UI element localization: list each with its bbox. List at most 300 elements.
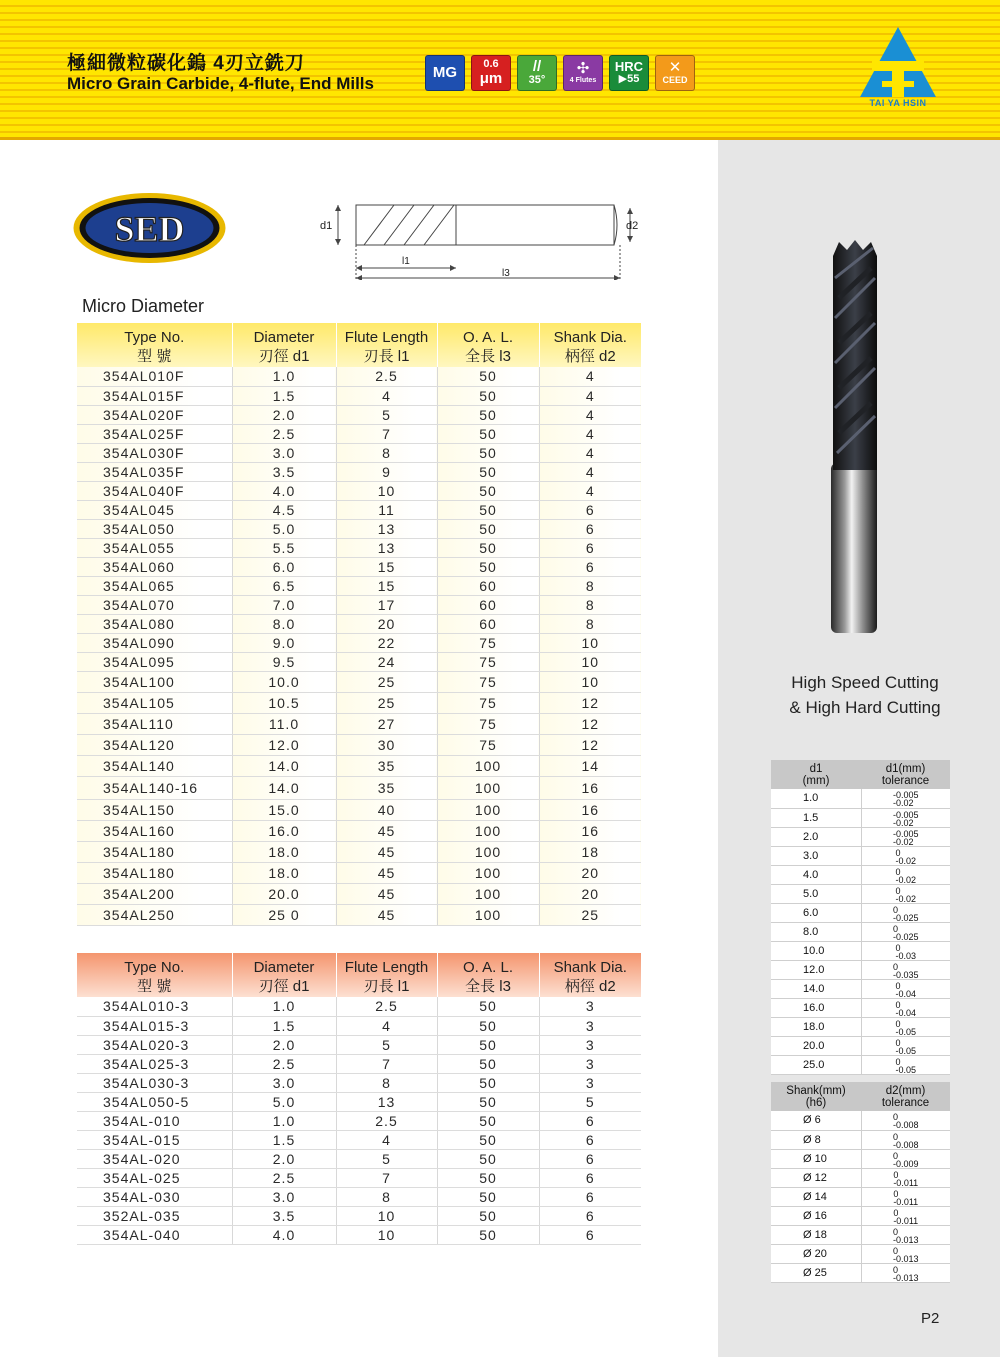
tolerance-size: Ø 10 (771, 1149, 861, 1168)
cell-flute-length: 35 (336, 755, 437, 776)
tolerance-size: Ø 14 (771, 1187, 861, 1206)
cell-type-no: 354AL070 (77, 595, 232, 614)
cell-oal: 75 (437, 692, 539, 713)
tolerance-lower: -0.008 (892, 1139, 919, 1150)
tolerance-value (861, 827, 950, 846)
cell-flute-length: 11 (336, 500, 437, 519)
cell-flute-length: 25 (336, 692, 437, 713)
tol-header-text: tolerance (881, 774, 930, 787)
cell-shank-dia: 4 (539, 367, 641, 386)
tolerance-range (895, 1001, 916, 1017)
section-title: Micro Diameter (82, 296, 205, 316)
tolerance-value (861, 1036, 950, 1055)
tolerance-value (861, 1263, 950, 1282)
cell-oal: 100 (437, 799, 539, 820)
cell-diameter: 10.0 (232, 671, 336, 692)
table-row (77, 883, 641, 904)
cell-diameter: 5.5 (232, 538, 336, 557)
cell-diameter: 5.0 (232, 519, 336, 538)
page-number: P2 (921, 1310, 940, 1327)
cell-oal: 75 (437, 652, 539, 671)
cell-shank-dia: 12 (539, 734, 641, 755)
table-row (77, 1187, 641, 1206)
tolerance-size: 8.0 (771, 922, 861, 941)
cell-oal: 50 (437, 1073, 539, 1092)
tol-header-text: Shank(mm) (786, 1084, 846, 1097)
end-mill-drawing (316, 200, 652, 280)
cell-shank-dia: 18 (539, 841, 641, 862)
table-row (77, 713, 641, 734)
cell-shank-dia: 20 (539, 862, 641, 883)
four-flutes-badge-icon (563, 55, 603, 91)
cell-flute-length: 25 (336, 671, 437, 692)
table-row (77, 576, 641, 595)
cell-shank-dia: 20 (539, 883, 641, 904)
tolerance-lower: -0.02 (892, 817, 914, 828)
cell-type-no: 354AL095 (77, 652, 232, 671)
cell-flute-length: 10 (336, 1225, 437, 1244)
sed-logo-icon (72, 192, 227, 264)
spec-table-main-body (77, 367, 641, 925)
cell-diameter: 2.0 (232, 405, 336, 424)
header-oal-zh: 全長 l3 (465, 977, 511, 995)
tolerance-upper: 0 (895, 999, 901, 1010)
header-shank-zh: 柄徑 d2 (564, 347, 616, 365)
cell-flute-length: 45 (336, 820, 437, 841)
table-row (77, 367, 641, 386)
cell-shank-dia: 6 (539, 557, 641, 576)
cell-diameter: 4.5 (232, 500, 336, 519)
cell-oal: 50 (437, 1168, 539, 1187)
tolerance-range (893, 906, 919, 922)
cell-shank-dia: 6 (539, 1111, 641, 1130)
tolerance-upper: 0 (895, 980, 901, 991)
tolerance-upper: 0 (895, 885, 901, 896)
tolerance-value (861, 1130, 950, 1149)
cell-type-no: 354AL150 (77, 799, 232, 820)
tolerance-size: Ø 16 (771, 1206, 861, 1225)
cell-oal: 100 (437, 841, 539, 862)
cell-diameter: 3.0 (232, 1073, 336, 1092)
tolerance-value (861, 998, 950, 1017)
cell-shank-dia: 4 (539, 443, 641, 462)
cell-flute-length: 9 (336, 462, 437, 481)
cell-flute-length: 8 (336, 1187, 437, 1206)
cell-flute-length: 13 (336, 538, 437, 557)
cell-flute-length: 45 (336, 904, 437, 925)
cell-oal: 100 (437, 820, 539, 841)
cell-shank-dia: 16 (539, 799, 641, 820)
table-row (77, 1035, 641, 1054)
cell-diameter: 4.0 (232, 481, 336, 500)
tolerance-lower: -0.02 (895, 874, 916, 885)
tolerance-upper: 0 (895, 1037, 901, 1048)
cell-type-no: 354AL025F (77, 424, 232, 443)
cell-shank-dia: 6 (539, 1130, 641, 1149)
cell-type-no: 354AL110 (77, 713, 232, 734)
cell-shank-dia: 3 (539, 997, 641, 1016)
cell-flute-length: 4 (336, 1130, 437, 1149)
table-row (77, 1092, 641, 1111)
cell-flute-length: 4 (336, 1016, 437, 1035)
tolerance-row (771, 941, 950, 960)
tolerance-lower: -0.03 (895, 950, 916, 961)
ceed-badge-icon (655, 55, 695, 91)
cell-oal: 50 (437, 1111, 539, 1130)
table-header-row (77, 323, 641, 367)
tolerance-size: 18.0 (771, 1017, 861, 1036)
tolerance-value (861, 1055, 950, 1074)
tolerance-upper: -0.005 (892, 828, 919, 839)
title-chinese: 極細微粒碳化鎢 4刃立銑刀 (67, 53, 305, 74)
cell-shank-dia: 3 (539, 1016, 641, 1035)
tol-header-d1 (771, 760, 861, 789)
badge-line2: μm (479, 69, 503, 87)
header-diameter-zh: 刃徑 d1 (258, 977, 310, 995)
cell-type-no: 354AL015-3 (77, 1016, 232, 1035)
cell-shank-dia: 16 (539, 776, 641, 799)
cell-flute-length: 40 (336, 799, 437, 820)
cell-diameter: 2.5 (232, 1054, 336, 1073)
header-flute-en: Flute Length (344, 328, 429, 346)
tolerance-row (771, 846, 950, 865)
cell-flute-length: 30 (336, 734, 437, 755)
cell-type-no: 354AL050 (77, 519, 232, 538)
table-row (77, 405, 641, 424)
tolerance-value (861, 1206, 950, 1225)
tolerance-range (895, 944, 916, 960)
tolerance-upper: 0 (892, 961, 898, 972)
cell-shank-dia: 12 (539, 692, 641, 713)
tolerance-size: 1.0 (771, 789, 861, 808)
tolerance-range (895, 868, 916, 884)
cell-diameter: 3.5 (232, 462, 336, 481)
tolerance-upper: 0 (893, 1188, 899, 1199)
tolerance-upper: 0 (892, 1264, 898, 1275)
tol-header-tolerance (861, 1082, 950, 1111)
cell-oal: 50 (437, 1054, 539, 1073)
cell-type-no: 354AL100 (77, 671, 232, 692)
cell-diameter: 6.5 (232, 576, 336, 595)
header-type-zh: 型 號 (137, 347, 172, 365)
cell-shank-dia: 6 (539, 1206, 641, 1225)
header-diameter (232, 953, 336, 997)
table-row (77, 614, 641, 633)
cell-oal: 50 (437, 1092, 539, 1111)
tolerance-size: 12.0 (771, 960, 861, 979)
tolerance-size: 14.0 (771, 979, 861, 998)
tolerance-upper: 0 (892, 1150, 898, 1161)
tol-header-tolerance (861, 760, 950, 789)
tolerance-row (771, 1225, 950, 1244)
header-flute-zh: 刃長 l1 (363, 977, 410, 995)
tolerance-size: 20.0 (771, 1036, 861, 1055)
cell-diameter: 2.5 (232, 1168, 336, 1187)
cell-diameter: 25 0 (232, 904, 336, 925)
tolerance-upper: 0 (893, 1207, 899, 1218)
cell-type-no: 354AL010F (77, 367, 232, 386)
cell-diameter: 8.0 (232, 614, 336, 633)
cell-shank-dia: 8 (539, 576, 641, 595)
cell-flute-length: 20 (336, 614, 437, 633)
grain-size-badge-icon (471, 55, 511, 91)
cell-diameter: 6.0 (232, 557, 336, 576)
tolerance-upper: -0.005 (892, 809, 919, 820)
tolerance-lower: -0.013 (892, 1253, 919, 1264)
cell-flute-length: 5 (336, 405, 437, 424)
cell-type-no: 354AL020F (77, 405, 232, 424)
cell-oal: 50 (437, 1130, 539, 1149)
tolerance-size: Ø 12 (771, 1168, 861, 1187)
cell-type-no: 354AL060 (77, 557, 232, 576)
tolerance-row (771, 1055, 950, 1074)
cell-diameter: 4.0 (232, 1225, 336, 1244)
cell-oal: 100 (437, 883, 539, 904)
cell-diameter: 9.5 (232, 652, 336, 671)
cell-oal: 50 (437, 1035, 539, 1054)
table-row (77, 1111, 641, 1130)
cell-type-no: 354AL-015 (77, 1130, 232, 1149)
tolerance-lower: -0.05 (895, 1026, 916, 1037)
tolerance-range (893, 1247, 919, 1263)
l3-label: l3 (502, 268, 510, 279)
badge-line1: ✕ (668, 59, 682, 77)
table-row (77, 1130, 641, 1149)
header-type-en: Type No. (124, 328, 185, 346)
cell-shank-dia: 3 (539, 1054, 641, 1073)
cell-shank-dia: 8 (539, 614, 641, 633)
cell-type-no: 354AL045 (77, 500, 232, 519)
tolerance-row (771, 903, 950, 922)
cell-flute-length: 22 (336, 633, 437, 652)
cell-flute-length: 24 (336, 652, 437, 671)
tolerance-row (771, 960, 950, 979)
badge-line2: 35° (528, 74, 546, 87)
tolerance-row (771, 1017, 950, 1036)
tolerance-lower: -0.05 (895, 1045, 916, 1056)
cell-shank-dia: 6 (539, 1168, 641, 1187)
sed-label: SED (114, 209, 185, 249)
tolerance-size: 5.0 (771, 884, 861, 903)
tolerance-lower: -0.02 (892, 836, 914, 847)
tol-header-text: d1(mm) (885, 762, 926, 775)
tolerance-value (861, 1168, 950, 1187)
cell-type-no: 354AL-020 (77, 1149, 232, 1168)
table-row (77, 1168, 641, 1187)
badge-line1: HRC (614, 59, 644, 75)
cell-flute-length: 5 (336, 1149, 437, 1168)
cell-diameter: 3.0 (232, 1187, 336, 1206)
feature-badges (425, 55, 695, 91)
tolerance-range (895, 982, 916, 998)
cell-type-no: 354AL065 (77, 576, 232, 595)
cell-flute-length: 7 (336, 1054, 437, 1073)
header-oal-zh: 全長 l3 (465, 347, 511, 365)
header-diameter (232, 323, 336, 367)
tolerance-row (771, 1149, 950, 1168)
tolerance-range (893, 1266, 919, 1282)
cell-type-no: 354AL040F (77, 481, 232, 500)
tolerance-upper: 0 (892, 1112, 898, 1123)
cell-oal: 50 (437, 481, 539, 500)
cell-oal: 50 (437, 1016, 539, 1035)
tolerance-size: Ø 25 (771, 1263, 861, 1282)
cell-type-no: 354AL055 (77, 538, 232, 557)
table-row (77, 462, 641, 481)
cell-shank-dia: 8 (539, 595, 641, 614)
tolerance-lower: -0.02 (895, 855, 916, 866)
cell-oal: 50 (437, 500, 539, 519)
cell-shank-dia: 6 (539, 1225, 641, 1244)
tolerance-value (861, 922, 950, 941)
cell-type-no: 354AL020-3 (77, 1035, 232, 1054)
table-row (77, 776, 641, 799)
cell-flute-length: 45 (336, 883, 437, 904)
tolerance-value (861, 865, 950, 884)
tolerance-lower: -0.013 (892, 1234, 919, 1245)
tolerance-lower: -0.035 (892, 969, 919, 980)
header-shank-dia (539, 323, 641, 367)
cell-shank-dia: 6 (539, 1149, 641, 1168)
header-oal (437, 953, 539, 997)
table-row (77, 1149, 641, 1168)
tolerance-size: Ø 18 (771, 1225, 861, 1244)
badge-line1: ✣ (576, 60, 590, 78)
cell-diameter: 3.5 (232, 1206, 336, 1225)
cell-type-no: 354AL015F (77, 386, 232, 405)
tolerance-value (861, 1149, 950, 1168)
cell-shank-dia: 4 (539, 386, 641, 405)
cell-shank-dia: 6 (539, 538, 641, 557)
tolerance-upper: 0 (893, 1169, 899, 1180)
tolerance-range (893, 830, 919, 846)
end-mill-photo-icon (825, 238, 885, 638)
cell-shank-dia: 4 (539, 405, 641, 424)
cell-type-no: 354AL180 (77, 841, 232, 862)
cell-flute-length: 2.5 (336, 997, 437, 1016)
cell-type-no: 354AL010-3 (77, 997, 232, 1016)
tolerance-row (771, 998, 950, 1017)
cell-flute-length: 15 (336, 557, 437, 576)
tolerance-size: 6.0 (771, 903, 861, 922)
header-diameter-zh: 刃徑 d1 (258, 347, 310, 365)
table-row (77, 595, 641, 614)
cell-type-no: 354AL-040 (77, 1225, 232, 1244)
table-row (77, 481, 641, 500)
tolerance-range (893, 1190, 918, 1206)
tolerance-value (861, 808, 950, 827)
badge-line1: MG (432, 64, 458, 82)
tolerance-lower: -0.011 (893, 1177, 919, 1188)
tolerance-range (895, 1039, 916, 1055)
cell-diameter: 20.0 (232, 883, 336, 904)
tolerance-value (861, 1225, 950, 1244)
cell-shank-dia: 25 (539, 904, 641, 925)
tolerance-lower: -0.008 (892, 1120, 919, 1131)
tolerance-lower: -0.05 (895, 1064, 916, 1075)
tolerance-upper: 0 (895, 866, 901, 877)
cell-flute-length: 13 (336, 519, 437, 538)
cell-oal: 50 (437, 1206, 539, 1225)
tolerance-upper: 0 (895, 1018, 901, 1029)
cell-shank-dia: 6 (539, 519, 641, 538)
tolerance-row (771, 1111, 950, 1130)
header-diameter-en: Diameter (253, 958, 315, 976)
tolerance-value (861, 903, 950, 922)
cell-type-no: 354AL140-16 (77, 776, 232, 799)
cell-type-no: 354AL050-5 (77, 1092, 232, 1111)
tolerance-range (893, 1171, 918, 1187)
tolerance-range (893, 1152, 919, 1168)
d1-label: d1 (320, 220, 333, 232)
table-row (77, 841, 641, 862)
header-diameter-en: Diameter (253, 328, 315, 346)
tolerance-range (893, 963, 919, 979)
tolerance-range (893, 1209, 918, 1225)
cell-flute-length: 4 (336, 386, 437, 405)
title-english: Micro Grain Carbide, 4-flute, End Mills (67, 74, 374, 93)
cell-type-no: 354AL-025 (77, 1168, 232, 1187)
table-row (77, 443, 641, 462)
logo-text: TAI YA HSIN (869, 98, 927, 108)
d1-tolerance-table (771, 760, 950, 1075)
cell-type-no: 354AL090 (77, 633, 232, 652)
cell-diameter: 1.0 (232, 1111, 336, 1130)
table-row (77, 755, 641, 776)
tolerance-header-row (771, 760, 950, 789)
cell-oal: 50 (437, 443, 539, 462)
header-type-en: Type No. (124, 958, 185, 976)
table-row (77, 424, 641, 443)
cell-shank-dia: 14 (539, 755, 641, 776)
cell-shank-dia: 4 (539, 462, 641, 481)
cell-oal: 50 (437, 1187, 539, 1206)
cell-type-no: 354AL120 (77, 734, 232, 755)
table-row (77, 1225, 641, 1244)
cell-oal: 100 (437, 755, 539, 776)
cell-type-no: 354AL200 (77, 883, 232, 904)
cell-flute-length: 7 (336, 1168, 437, 1187)
tolerance-lower: -0.02 (895, 893, 916, 904)
table-row (77, 652, 641, 671)
cell-oal: 50 (437, 557, 539, 576)
tol-header-text: (h6) (805, 1096, 827, 1109)
header-shank-dia (539, 953, 641, 997)
tolerance-row (771, 1168, 950, 1187)
tolerance-range (895, 1058, 916, 1074)
tolerance-row (771, 1206, 950, 1225)
spec-table-main (77, 323, 641, 926)
cell-shank-dia: 6 (539, 1187, 641, 1206)
cell-flute-length: 2.5 (336, 1111, 437, 1130)
tolerance-upper: 0 (892, 1131, 898, 1142)
cell-diameter: 14.0 (232, 755, 336, 776)
header-flute-length (336, 953, 437, 997)
cell-shank-dia: 10 (539, 652, 641, 671)
table-row (77, 538, 641, 557)
d1-tolerance-body (771, 789, 950, 1074)
cell-type-no: 354AL035F (77, 462, 232, 481)
table-row (77, 692, 641, 713)
cell-type-no: 354AL025-3 (77, 1054, 232, 1073)
cell-diameter: 2.0 (232, 1149, 336, 1168)
tolerance-range (893, 925, 919, 941)
tolerance-lower: -0.013 (892, 1272, 919, 1283)
cell-type-no: 354AL250 (77, 904, 232, 925)
cell-diameter: 1.5 (232, 386, 336, 405)
tol-header-text: d1 (809, 762, 823, 775)
cell-oal: 75 (437, 633, 539, 652)
